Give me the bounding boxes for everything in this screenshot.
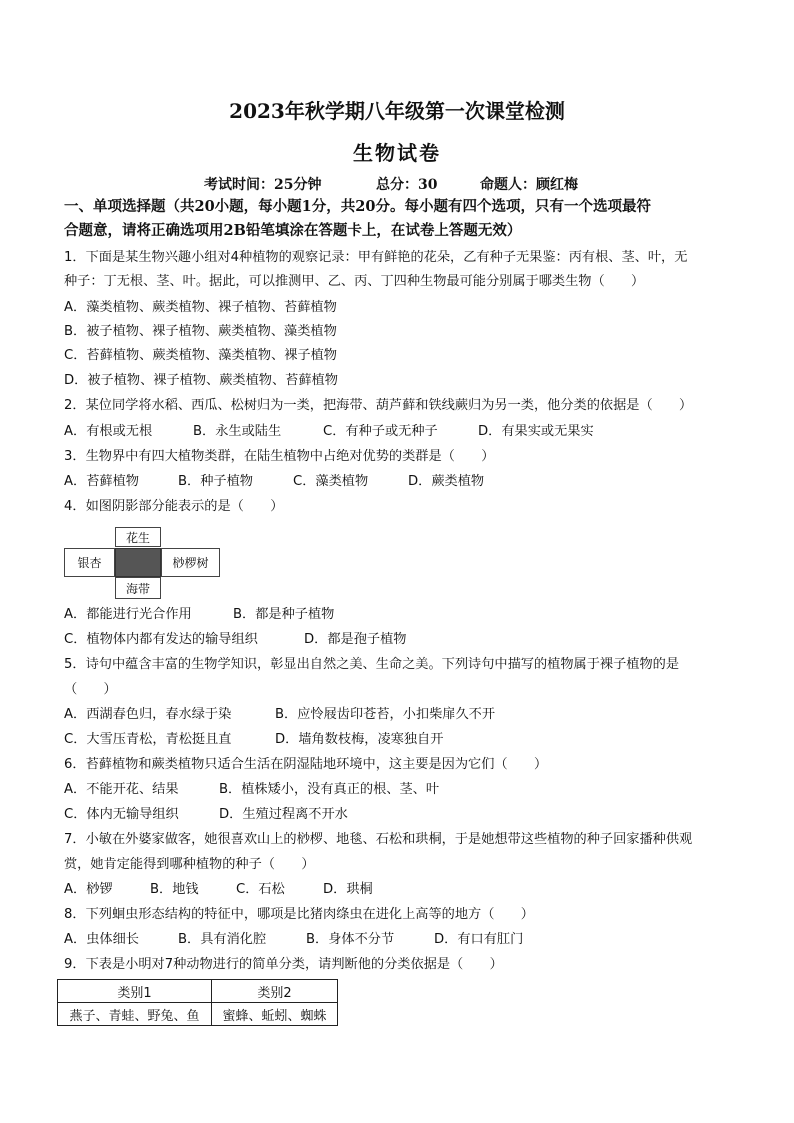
q5-stem-2: （ ） xyxy=(64,682,117,697)
section1-line2: 合题意，请将正确选项用2B铅笔填涂在答题卡上，在试卷上答题无效） xyxy=(64,222,522,239)
q1-option-b: B．被子植物、裸子植物、蕨类植物、藻类植物 xyxy=(64,324,337,339)
q6-stem: 6．苔藓植物和蕨类植物只适合生活在阴湿陆地环境中，这主要是因为它们（ ） xyxy=(64,757,548,772)
diagram-cell-left: 银杏 xyxy=(64,548,115,577)
q3-option-a: A．苔藓植物 xyxy=(64,474,139,489)
q6-option-d: D．生殖过程离不开水 xyxy=(219,807,348,822)
q1-option-c: C．苔藓植物、蕨类植物、藻类植物、裸子植物 xyxy=(64,348,337,363)
q5-option-d: D．墙角数枝梅，凌寒独自开 xyxy=(275,732,444,747)
plant-cross-diagram xyxy=(64,527,220,599)
q5-option-a: A．西湖春色归，春水绿于染 xyxy=(64,707,232,722)
q8-option-a: A．虫体细长 xyxy=(64,932,139,947)
exam-subtitle: 生物试卷 xyxy=(353,141,441,165)
q1-stem-2: 种子：丁无根、茎、叶。据此，可以推测甲、乙、丙、丁四种生物最可能分别属于哪类生物（ ） xyxy=(64,274,645,289)
q3-option-c: C．藻类植物 xyxy=(293,474,369,489)
table-row xyxy=(58,1003,338,1026)
q7-option-b: B．地钱 xyxy=(150,882,199,897)
q5-stem-1: 5．诗句中蕴含丰富的生物学知识，彰显出自然之美、生命之美。下列诗句中描写的植物属于裸子植物的是 xyxy=(64,657,680,672)
q2-stem: 2．某位同学将水稻、西瓜、松树归为一类，把海带、葫芦藓和铁线蕨归为另一类，他分类的依据是（ ） xyxy=(64,398,693,413)
q4-option-a: A．都能进行光合作用 xyxy=(64,607,192,622)
q4-option-d: D．都是孢子植物 xyxy=(304,632,407,647)
q6-option-b: B．植株矮小，没有真正的根、茎、叶 xyxy=(219,782,440,797)
q8-option-b: B．具有消化腔 xyxy=(178,932,267,947)
section1-line1: 一、单项选择题（共20小题，每小题1分，共20分。每小题有四个选项，只有一个选项最符 xyxy=(64,198,651,215)
table-cell: 蜜蜂、蚯蚓、蜘蛛 xyxy=(212,1003,338,1026)
total-score: 总分：30 xyxy=(376,177,438,193)
q3-option-b: B．种子植物 xyxy=(178,474,253,489)
q8-option-d: D．有口有肛门 xyxy=(434,932,524,947)
q2-option-b: B．永生或陆生 xyxy=(193,424,282,439)
diagram-cell-right: 桫椤树 xyxy=(161,548,220,577)
diagram-shaded-center xyxy=(115,548,161,577)
exam-time: 考试时间：25分钟 xyxy=(204,177,322,193)
q7-stem-1: 7．小敏在外婆家做客，她很喜欢山上的桫椤、地毯、石松和珙桐，于是她想带这些植物的种子回家播种供观 xyxy=(64,832,693,847)
q3-stem: 3．生物界中有四大植物类群，在陆生植物中占绝对优势的类群是（ ） xyxy=(64,449,495,464)
q1-stem-1: 1．下面是某生物兴趣小组对4种植物的观察记录：甲有鲜艳的花朵，乙有种子无果鉴：丙有根、茎、叶，无 xyxy=(64,250,688,265)
table-header-row xyxy=(58,980,338,1003)
q5-option-b: B．应怜屐齿印苍苔，小扣柴扉久不开 xyxy=(275,707,496,722)
q7-stem-2: 赏，她肯定能得到哪种植物的种子（ ） xyxy=(64,857,315,872)
q8-option-c: B．身体不分节 xyxy=(306,932,395,947)
q4-option-c: C．植物体内都有发达的输导组织 xyxy=(64,632,258,647)
q4-option-b: B．都是种子植物 xyxy=(233,607,335,622)
q7-option-c: C．石松 xyxy=(236,882,285,897)
q8-stem: 8．下列蛔虫形态结构的特征中，哪项是比猪肉绦虫在进化上高等的地方（ ） xyxy=(64,907,534,922)
animal-classification-table xyxy=(57,979,338,1026)
q5-option-c: C．大雪压青松，青松挺且直 xyxy=(64,732,232,747)
table-header-cell: 类别2 xyxy=(212,980,338,1003)
q1-option-a: A．藻类植物、蕨类植物、裸子植物、苔藓植物 xyxy=(64,300,337,315)
q7-option-d: D．珙桐 xyxy=(323,882,373,897)
table-cell: 燕子、青蛙、野兔、鱼 xyxy=(58,1003,212,1026)
diagram-cell-bottom: 海带 xyxy=(115,577,161,599)
q9-stem: 9．下表是小明对7种动物进行的简单分类，请判断他的分类依据是（ ） xyxy=(64,957,503,972)
q1-option-d: D．被子植物、裸子植物、蕨类植物、苔藓植物 xyxy=(64,373,338,388)
q2-option-d: D．有果实或无果实 xyxy=(478,424,594,439)
q2-option-c: C．有种子或无种子 xyxy=(323,424,438,439)
q2-option-a: A．有根或无根 xyxy=(64,424,153,439)
q3-option-d: D．蕨类植物 xyxy=(408,474,485,489)
q7-option-a: A．桫锣 xyxy=(64,882,113,897)
author: 命题人：顾红梅 xyxy=(480,177,578,193)
exam-title: 2023年秋学期八年级第一次课堂检测 xyxy=(229,99,565,123)
q6-option-c: C．体内无输导组织 xyxy=(64,807,179,822)
q6-option-a: A．不能开花、结果 xyxy=(64,782,179,797)
q4-stem: 4．如图阴影部分能表示的是（ ） xyxy=(64,499,284,514)
diagram-cell-top: 花生 xyxy=(115,527,161,547)
table-header-cell: 类别1 xyxy=(58,980,212,1003)
